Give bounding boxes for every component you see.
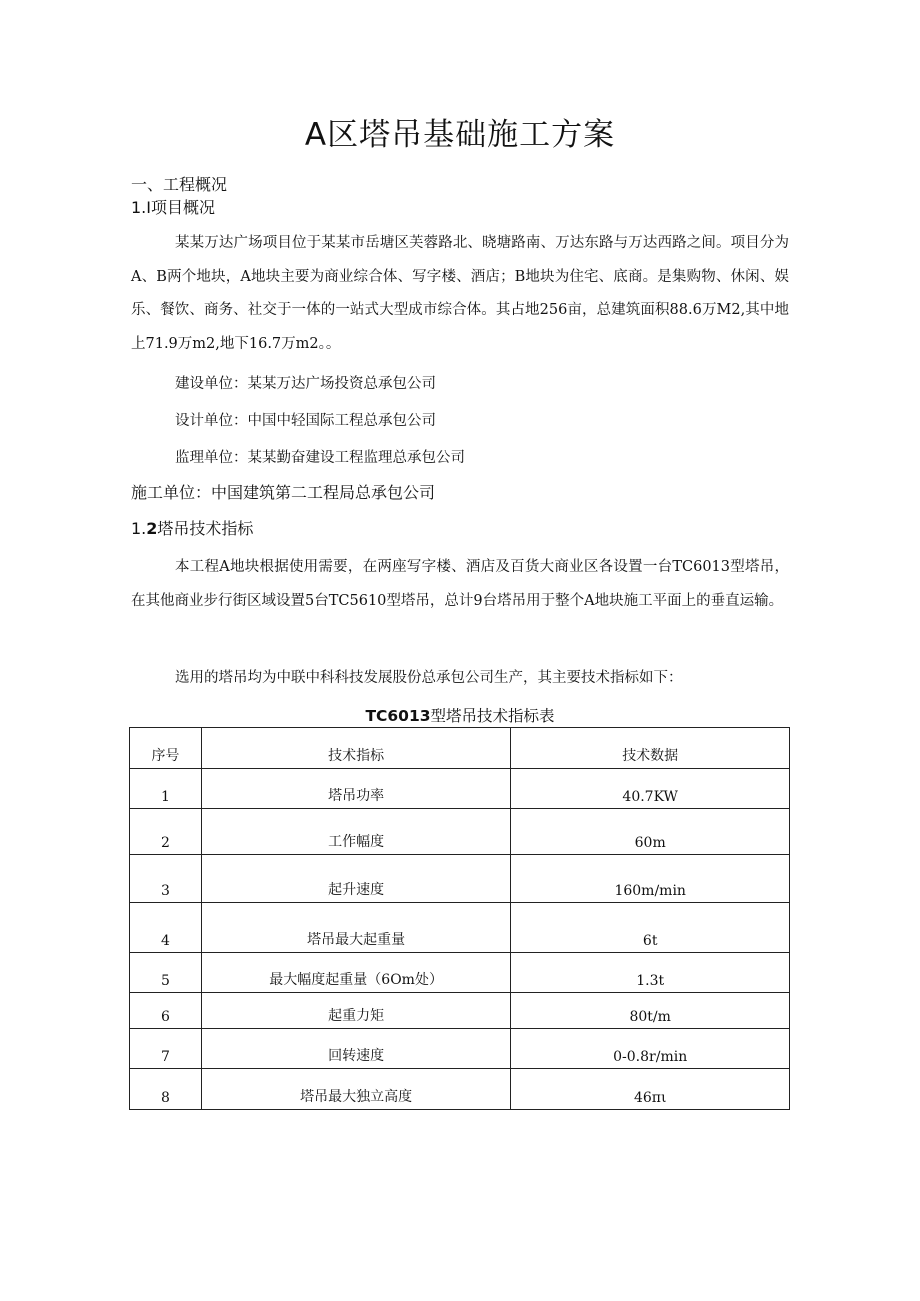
section-heading-overview: 一、工程概况 bbox=[131, 175, 228, 194]
header-no: 序号 bbox=[130, 728, 202, 769]
row-value: 0-0.8r∕min bbox=[511, 1029, 790, 1069]
caption-text: 型塔吊技术指标表 bbox=[430, 707, 555, 725]
row-value: 60m bbox=[511, 809, 790, 855]
row-value: 40.7KW bbox=[511, 769, 790, 809]
table-row bbox=[130, 993, 790, 1029]
subsection-number: 2 bbox=[146, 519, 158, 538]
row-item: 起升速度 bbox=[201, 855, 511, 903]
table-row bbox=[130, 903, 790, 953]
row-value: 160m∕min bbox=[511, 855, 790, 903]
row-value: 1.3t bbox=[511, 953, 790, 993]
header-value: 技术数据 bbox=[511, 728, 790, 769]
crane-paragraph: 本工程A地块根据使用需要，在两座写字楼、酒店及百货大商业区各设置一台TC6013型塔吊，在其他商业步行街区域设置5台TC5610型塔吊，总计9台塔吊用于整个A地块施工平面上的垂直运输。 bbox=[131, 559, 789, 609]
row-value: 6t bbox=[511, 903, 790, 953]
row-item: 工作幅度 bbox=[201, 809, 511, 855]
table-header-row bbox=[130, 728, 790, 769]
row-no: 1 bbox=[130, 769, 202, 809]
row-no: 3 bbox=[130, 855, 202, 903]
supervision-unit: 监理单位：某某勤奋建设工程监理总承包公司 bbox=[175, 450, 465, 466]
construction-unit: 建设单位：某某万达广场投资总承包公司 bbox=[175, 376, 436, 392]
table-row bbox=[130, 809, 790, 855]
spec-table bbox=[129, 727, 790, 1110]
row-item: 塔吊最大独立高度 bbox=[201, 1069, 511, 1110]
row-item: 起重力矩 bbox=[201, 993, 511, 1029]
contractor-unit: 施工单位：中国建筑第二工程局总承包公司 bbox=[131, 483, 436, 502]
row-no: 5 bbox=[130, 953, 202, 993]
row-no: 2 bbox=[130, 809, 202, 855]
header-item: 技术指标 bbox=[201, 728, 511, 769]
row-item: 最大幅度起重量（6Om处） bbox=[201, 953, 511, 993]
table-row bbox=[130, 1029, 790, 1069]
subsection-heading-crane bbox=[131, 519, 253, 539]
row-value: 46πι bbox=[511, 1069, 790, 1110]
row-item: 回转速度 bbox=[201, 1029, 511, 1069]
row-no: 7 bbox=[130, 1029, 202, 1069]
row-value: 80t∕m bbox=[511, 993, 790, 1029]
subsection-prefix: 1. bbox=[131, 519, 147, 538]
row-no: 6 bbox=[130, 993, 202, 1029]
row-item: 塔吊最大起重量 bbox=[201, 903, 511, 953]
selection-paragraph: 选用的塔吊均为中联中科科技发展股份总承包公司生产，其主要技术指标如下： bbox=[175, 670, 683, 686]
table-row bbox=[130, 769, 790, 809]
row-no: 4 bbox=[130, 903, 202, 953]
table-caption bbox=[0, 704, 920, 726]
document-title: A区塔吊基础施工方案 bbox=[304, 117, 616, 153]
table-row bbox=[130, 855, 790, 903]
caption-model: TC6013 bbox=[365, 707, 431, 725]
overview-paragraph: 某某万达广场项目位于某某市岳塘区芙蓉路北、晓塘路南、万达东路与万达西路之间。项目分为A、B两个地块，A地块主要为商业综合体、写字楼、酒店；B地块为住宅、底商。是集购物、休闲、娱乐、餐饮、商务、社交于一体的一站式大型成市综合体。其占地256亩，总建筑面积88.6万M2,其中地上71.9万m2,地下16.7万m2。。 bbox=[131, 235, 789, 352]
subsection-heading-project: 1.I项目概况 bbox=[131, 198, 215, 217]
row-item: 塔吊功率 bbox=[201, 769, 511, 809]
row-no: 8 bbox=[130, 1069, 202, 1110]
design-unit: 设计单位：中国中轻国际工程总承包公司 bbox=[175, 413, 436, 429]
table-row bbox=[130, 1069, 790, 1110]
table-row bbox=[130, 953, 790, 993]
subsection-title: 塔吊技术指标 bbox=[157, 519, 254, 538]
